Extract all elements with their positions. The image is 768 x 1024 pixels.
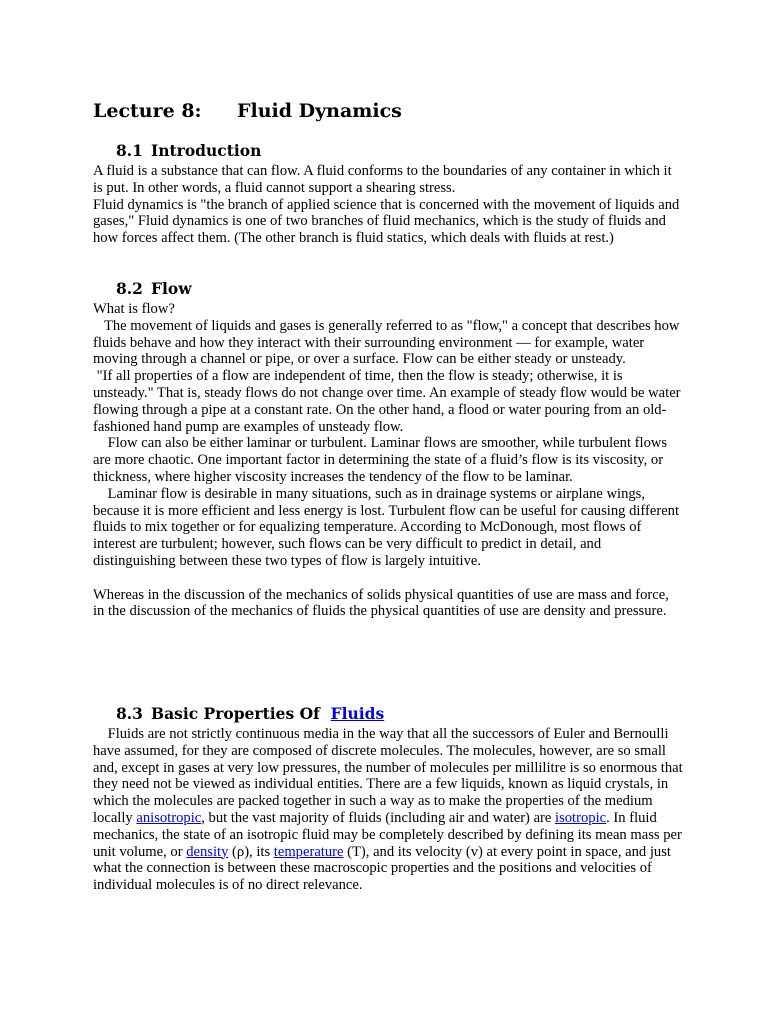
density-link[interactable]: density [186,843,229,860]
anisotropic-link[interactable]: anisotropic [136,809,202,826]
text-run: Fluids are not strictly continuous media in the way that all the successors of Euler and Bernoulli have assumed, for they are composed of discrete molecules. The molecules, however, are so small and, except in gases at very low pressures, the number of molecules per millilitre is so enormous that they need not be viewed as individual entities. There are a few liquids, known as liquid crystals, in which the molecules are packed together in such a way as to make the properties of the medium locally [93,726,683,826]
lecture-topic: Fluid Dynamics [237,100,402,122]
section-number: 8.2 [116,279,143,298]
text-run: , but the vast majority of fluids (including air and water) are [201,809,556,826]
section-heading-basic-properties [116,704,384,723]
section-heading-introduction [116,141,261,160]
section-number: 8.3 [116,704,143,723]
paragraph [93,726,683,894]
section-title: Flow [150,279,192,298]
fluids-link[interactable]: Fluids [330,704,385,723]
section-heading-flow [116,279,192,298]
flow-body [93,301,683,620]
paragraph: A fluid is a substance that can flow. A fluid conforms to the boundaries of any container in which it is put. In other words, a fluid cannot support a shearing stress. [93,163,672,196]
temperature-link[interactable]: temperature [273,843,344,860]
introduction-body [93,163,683,247]
paragraph: What is flow? [93,301,175,317]
lecture-number: Lecture 8: [93,100,202,122]
isotropic-link[interactable]: isotropic [555,809,607,826]
section-number: 8.1 [116,141,143,160]
paragraph: Laminar flow is desirable in many situations, such as in drainage systems or airplane wings, because it is more efficient and less energy is lost. Turbulent flow can be useful for causing different fluids to mix together or for equalizing temperature. According to McDonough, most flows of interest are turbulent; however, such flows can be very difficult to predict in detail, and distinguishing between these two types of flow is largely intuitive. [93,485,680,569]
lecture-title [93,100,402,122]
section-title: Introduction [150,141,262,160]
section-title: Basic Properties Of [150,704,320,723]
text-run: . In fluid mechanics, the state of an isotropic fluid may be completely described by defining its mean mass per unit volume, or [93,809,682,860]
text-run: (T), and its velocity (v) at every point in space, and just what the connection is between these macroscopic properties and the positions and velocities of individual molecules is of no direct relevance. [93,843,671,894]
basic-properties-body [93,726,683,894]
paragraph: Whereas in the discussion of the mechanics of solids physical quantities of use are mass and force, in the discussion of the mechanics of fluids the physical quantities of use are density and pressure. [93,586,669,620]
text-run: (ρ), its [228,843,274,860]
paragraph: The movement of liquids and gases is generally referred to as "flow," a concept that describes how fluids behave and how they interact with their surrounding environment — for example, water moving through a channel or pipe, or over a surface. Flow can be either steady or unsteady. [93,317,680,368]
paragraph: Fluid dynamics is "the branch of applied science that is concerned with the movement of liquids and gases," Fluid dynamics is one of two branches of fluid mechanics, which is the study of fluids and how forces affect them. (The other branch is fluid statics, which deals with fluids at rest.) [93,196,680,247]
paragraph: "If all properties of a flow are independent of time, then the flow is steady; otherwise, it is unsteady." That is, steady flows do not change over time. An example of steady flow would be water flowing through a pipe at a constant rate. On the other hand, a flood or water pouring from an old-fashioned hand pump are examples of unsteady flow. [93,368,681,435]
paragraph: Flow can also be either laminar or turbulent. Laminar flows are smoother, while turbulent flows are more chaotic. One important factor in determining the state of a fluid’s flow is its viscosity, or thickness, where higher viscosity increases the tendency of the flow to be laminar. [93,435,668,485]
